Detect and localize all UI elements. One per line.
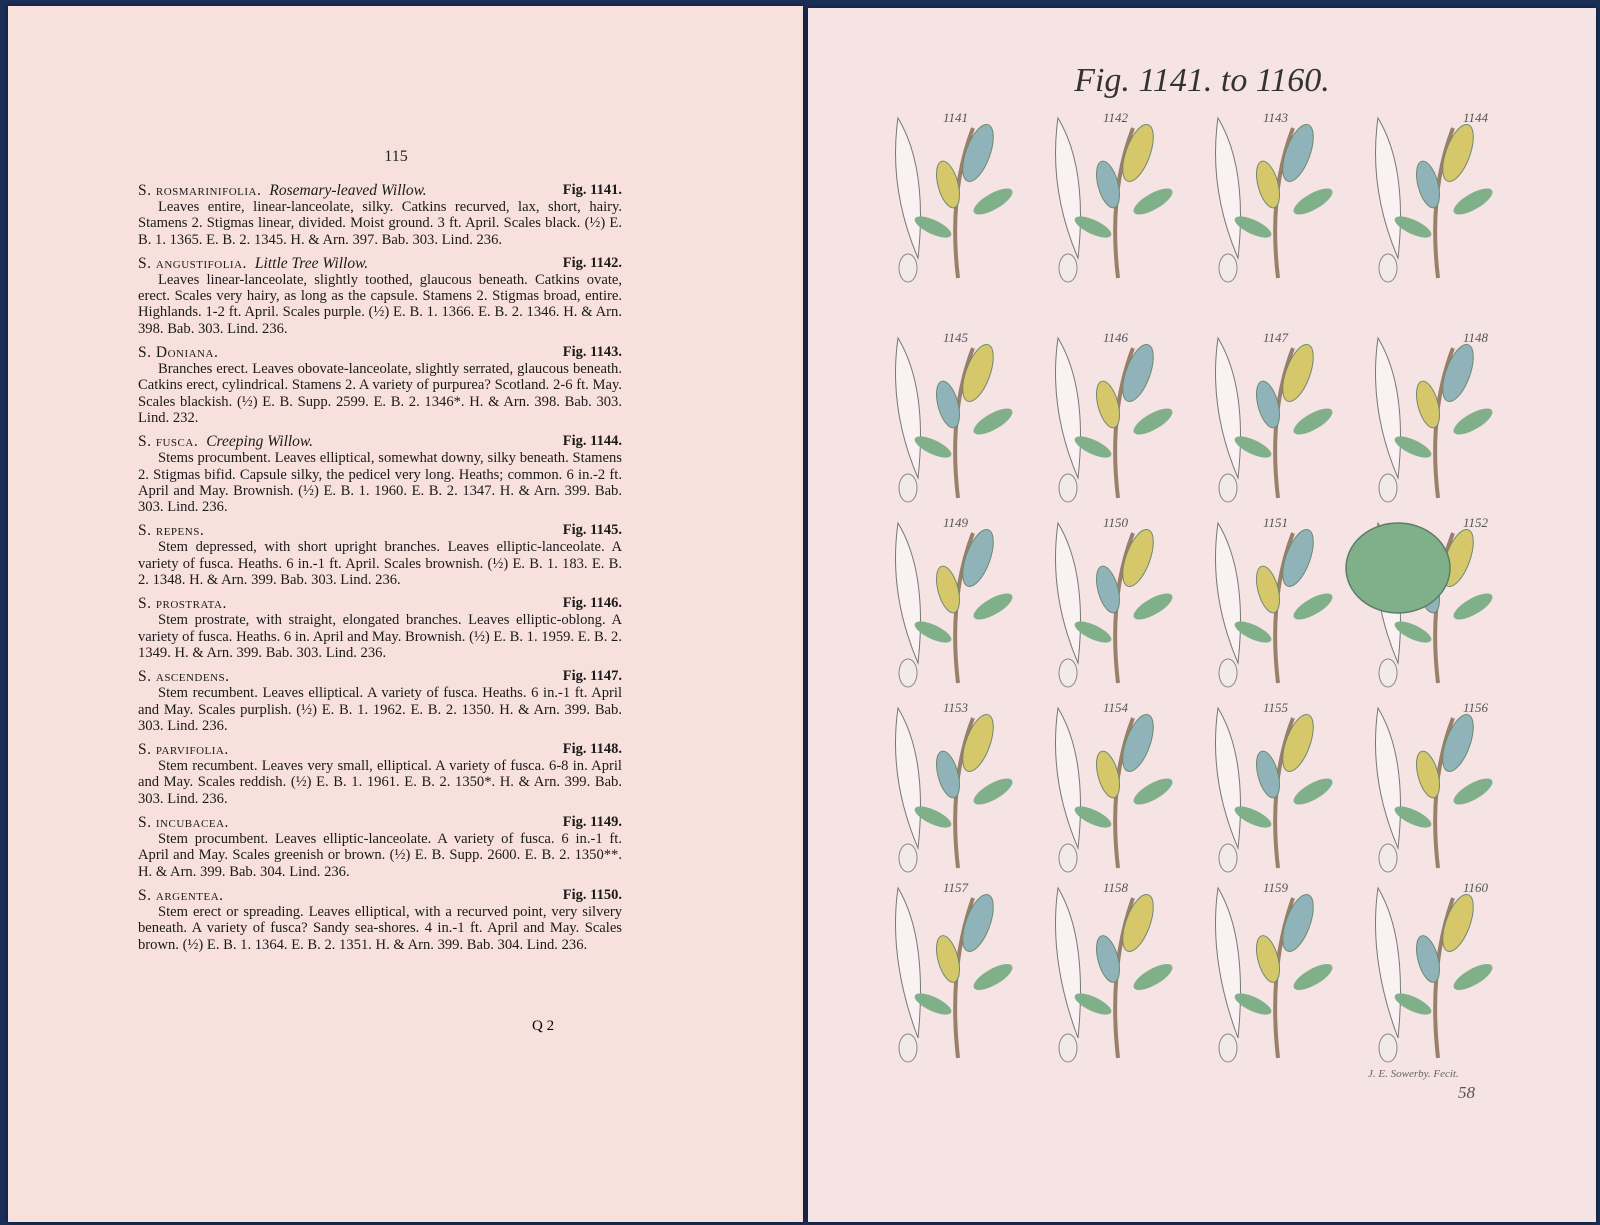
species-entry xyxy=(138,814,622,880)
species-entries xyxy=(138,182,622,960)
species-entry xyxy=(138,344,622,426)
leaf-icon xyxy=(1450,589,1496,625)
flower-detail-icon xyxy=(899,844,917,872)
species-description: Leaves linear-lanceolate, slightly toothed, glaucous beneath. Catkins ovate, erect. Scales very hairy, as long as the capsule. Stamens 2. Stigmas broad, entire. Highlands. 1-2 ft. April. Scales purple. (½) E. B. 1. 1366. E. B. 2. 1346. H. & Arn. 398. Bab. 303. Lind. 236. xyxy=(138,271,622,337)
figure-label: 1159 xyxy=(1263,880,1289,895)
plate-number: 58 xyxy=(1458,1083,1475,1102)
leaf-icon xyxy=(896,338,921,478)
species-description: Stem erect or spreading. Leaves elliptical, with a recurved point, very silvery beneath. A variety of fusca? Sandy sea-shores. 4 in.-1 ft. April and May. Scales brown. (½) E. B. 1. 1364. E. B. 2. 1351. H. & Arn. 399. Bab. 304. Lind. 236. xyxy=(138,903,622,953)
flower-detail-icon xyxy=(1059,1034,1077,1062)
flower-detail-icon xyxy=(899,1034,917,1062)
figure-label: 1147 xyxy=(1263,330,1289,345)
flower-detail-icon xyxy=(899,254,917,282)
figure-reference: Fig. 1142. xyxy=(562,254,622,271)
flower-detail-icon xyxy=(1059,254,1077,282)
species-name: S. rosmarinifolia. xyxy=(138,182,262,199)
leaf-icon xyxy=(970,589,1016,625)
leaf-icon xyxy=(1290,774,1336,810)
figure-reference: Fig. 1144. xyxy=(562,433,622,450)
figure-label: 1156 xyxy=(1463,700,1489,715)
leaf-icon xyxy=(970,404,1016,440)
right-page xyxy=(808,8,1596,1222)
figure-reference: Fig. 1141. xyxy=(562,182,622,198)
leaf-icon xyxy=(1130,589,1176,625)
figure-label: 1155 xyxy=(1263,700,1289,715)
leaf-icon xyxy=(970,959,1016,995)
leaf-icon xyxy=(1290,959,1336,995)
leaf-icon xyxy=(896,118,921,258)
species-description: Stem prostrate, with straight, elongated branches. Leaves elliptic-oblong. A variety of fusca. Heaths. 6 in. April and May. Brownish. (½) E. B. 1. 1959. E. B. 2. 1349. H. & Arn. 399. Bab. 303. Lind. 236. xyxy=(138,612,622,661)
catkin-icon xyxy=(1276,891,1319,956)
flower-detail-icon xyxy=(899,659,917,687)
figure-label: 1152 xyxy=(1463,515,1489,530)
species-entry xyxy=(138,182,622,248)
common-name: Rosemary-leaved Willow. xyxy=(269,182,427,199)
figure-label: 1154 xyxy=(1103,700,1129,715)
leaf-icon xyxy=(1290,404,1336,440)
species-entry xyxy=(138,595,622,661)
flower-detail-icon xyxy=(1379,659,1397,687)
figure-reference: Fig. 1146. xyxy=(562,595,622,612)
leaf-icon xyxy=(1216,118,1241,258)
figure-reference: Fig. 1143. xyxy=(562,344,622,361)
leaf-icon xyxy=(1216,523,1241,663)
figure-reference: Fig. 1148. xyxy=(562,741,622,758)
leaf-icon xyxy=(1056,118,1081,258)
round-leaf-icon xyxy=(1346,523,1450,613)
catkin-icon xyxy=(1116,891,1159,956)
leaf-icon xyxy=(1216,708,1241,848)
figure-label: 1153 xyxy=(943,700,969,715)
figure-reference: Fig. 1145. xyxy=(562,522,622,539)
figure-reference: Fig. 1150. xyxy=(562,886,622,903)
leaf-icon xyxy=(1450,404,1496,440)
species-entry xyxy=(138,887,622,953)
figure-label: 1143 xyxy=(1263,110,1289,125)
botanical-plate-illustration xyxy=(808,8,1596,1222)
leaf-icon xyxy=(896,708,921,848)
flower-detail-icon xyxy=(1059,659,1077,687)
page-number: 115 xyxy=(384,148,408,165)
figure-label: 1141 xyxy=(943,110,969,125)
species-name: S. Doniana. xyxy=(138,344,219,362)
flower-detail-icon xyxy=(1379,844,1397,872)
flower-detail-icon xyxy=(1219,844,1237,872)
species-description: Branches erect. Leaves obovate-lanceolate, slightly serrated, glaucous beneath. Catkins erect, cylindrical. Stamens 2. A variety of purpurea? Scotland. 2-6 ft. May. Scales blackish. (½) E. B. Supp. 2599. E. B. 2. 1346*. H. & Arn. 398. Bab. 303. Lind. 232. xyxy=(138,361,622,426)
flower-detail-icon xyxy=(1219,474,1237,502)
flower-detail-icon xyxy=(1379,254,1397,282)
leaf-icon xyxy=(1216,338,1241,478)
flower-detail-icon xyxy=(899,474,917,502)
common-name: Creeping Willow. xyxy=(206,433,313,451)
leaf-icon xyxy=(1450,959,1496,995)
leaf-icon xyxy=(970,184,1016,220)
species-entry xyxy=(138,668,622,734)
leaf-icon xyxy=(1056,888,1081,1038)
species-name: S. incubacea. xyxy=(138,814,229,832)
flower-detail-icon xyxy=(1059,474,1077,502)
catkin-icon xyxy=(956,891,999,956)
leaf-icon xyxy=(1376,338,1401,478)
common-name: Little Tree Willow. xyxy=(254,254,369,272)
artist-credit: J. E. Sowerby. Fecit. xyxy=(1368,1068,1459,1080)
leaf-icon xyxy=(1376,708,1401,848)
figure-label: 1145 xyxy=(943,330,969,345)
figure-label: 1144 xyxy=(1463,110,1489,125)
leaf-icon xyxy=(1056,338,1081,478)
figure-label: 1157 xyxy=(943,880,969,895)
species-description: Stem recumbent. Leaves very small, elliptical. A variety of fusca. 6-8 in. April and May. Scales reddish. (½) E. B. 1. 1961. E. B. 2. 1350*. H. & Arn. 399. Bab. 303. Lind. 236. xyxy=(138,758,622,807)
figure-reference: Fig. 1149. xyxy=(562,814,622,831)
leaf-icon xyxy=(1130,184,1176,220)
species-name: S. fusca. xyxy=(138,433,199,451)
species-description: Stems procumbent. Leaves elliptical, somewhat downy, silky beneath. Stamens 2. Stigmas bifid. Capsule silky, the pedicel very long. Heaths; common. 6 in.-2 ft. April and May. Brownish. (½) E. B. 1. 1960. E. B. 2. 1347. H. & Arn. 399. Bab. 303. Lind. 236. xyxy=(138,450,622,516)
flower-detail-icon xyxy=(1379,1034,1397,1062)
leaf-icon xyxy=(1216,888,1241,1038)
leaf-icon xyxy=(1376,888,1401,1038)
leaf-icon xyxy=(1290,184,1336,220)
flower-detail-icon xyxy=(1219,1034,1237,1062)
leaf-icon xyxy=(896,888,921,1038)
leaf-icon xyxy=(1450,774,1496,810)
leaf-icon xyxy=(1376,118,1401,258)
species-description: Leaves entire, linear-lanceolate, silky. Catkins recurved, lax, short, hairy. Stamens 2. Stigmas linear, divided. Moist ground. 3 ft. April. Scales black. (½) E. B. 1. 1365. E. B. 2. 1345. H. & Arn. 397. Bab. 303. Lind. 236. xyxy=(138,199,622,248)
leaf-icon xyxy=(1056,523,1081,663)
species-name: S. ascendens. xyxy=(138,668,230,686)
species-description: Stem recumbent. Leaves elliptical. A variety of fusca. Heaths. 6 in.-1 ft. April and May. Scales purplish. (½) E. B. 1. 1962. E. B. 2. 1350. H. & Arn. 399. Bab. 303. Lind. 236. xyxy=(138,685,622,734)
species-entry xyxy=(138,741,622,807)
left-page xyxy=(8,6,803,1222)
figure-label: 1146 xyxy=(1103,330,1129,345)
leaf-icon xyxy=(1130,404,1176,440)
figure-label: 1148 xyxy=(1463,330,1489,345)
catkin-icon xyxy=(1436,891,1479,956)
leaf-icon xyxy=(970,774,1016,810)
leaf-icon xyxy=(1056,708,1081,848)
species-name: S. parvifolia. xyxy=(138,741,229,759)
plate-title: Fig. 1141. to 1160. xyxy=(1074,62,1330,99)
species-entry xyxy=(138,522,622,588)
flower-detail-icon xyxy=(1219,659,1237,687)
figure-label: 1160 xyxy=(1463,880,1489,895)
leaf-icon xyxy=(1450,184,1496,220)
figure-label: 1158 xyxy=(1103,880,1129,895)
flower-detail-icon xyxy=(1219,254,1237,282)
species-entry xyxy=(138,255,622,337)
signature-mark: Q 2 xyxy=(532,1018,555,1034)
species-name: S. repens. xyxy=(138,522,205,540)
species-name: S. angustifolia. xyxy=(138,254,247,272)
species-name: S. prostrata. xyxy=(138,595,227,613)
flower-detail-icon xyxy=(1379,474,1397,502)
species-name: S. argentea. xyxy=(138,886,224,904)
leaf-icon xyxy=(896,523,921,663)
leaf-icon xyxy=(1130,959,1176,995)
species-description: Stem procumbent. Leaves elliptic-lanceolate. A variety of fusca. 6 in.-1 ft. April and May. Scales greenish or brown. (½) E. B. Supp. 2600. E. B. 2. 1350**. H. & Arn. 399. Bab. 304. Lind. 236. xyxy=(138,831,622,880)
figure-label: 1142 xyxy=(1103,110,1129,125)
species-entry xyxy=(138,433,622,515)
leaf-icon xyxy=(1130,774,1176,810)
figure-reference: Fig. 1147. xyxy=(562,668,622,685)
figure-label: 1151 xyxy=(1263,515,1289,530)
flower-detail-icon xyxy=(1059,844,1077,872)
figure-label: 1150 xyxy=(1103,515,1129,530)
leaf-icon xyxy=(1290,589,1336,625)
figure-label: 1149 xyxy=(943,515,969,530)
species-description: Stem depressed, with short upright branches. Leaves elliptic-lanceolate. A variety of fusca. Heaths. 6 in.-1 ft. April. Scales brownish. (½) E. B. 1. 183. E. B. 2. 1348. H. & Arn. 399. Bab. 303. Lind. 236. xyxy=(138,539,622,589)
